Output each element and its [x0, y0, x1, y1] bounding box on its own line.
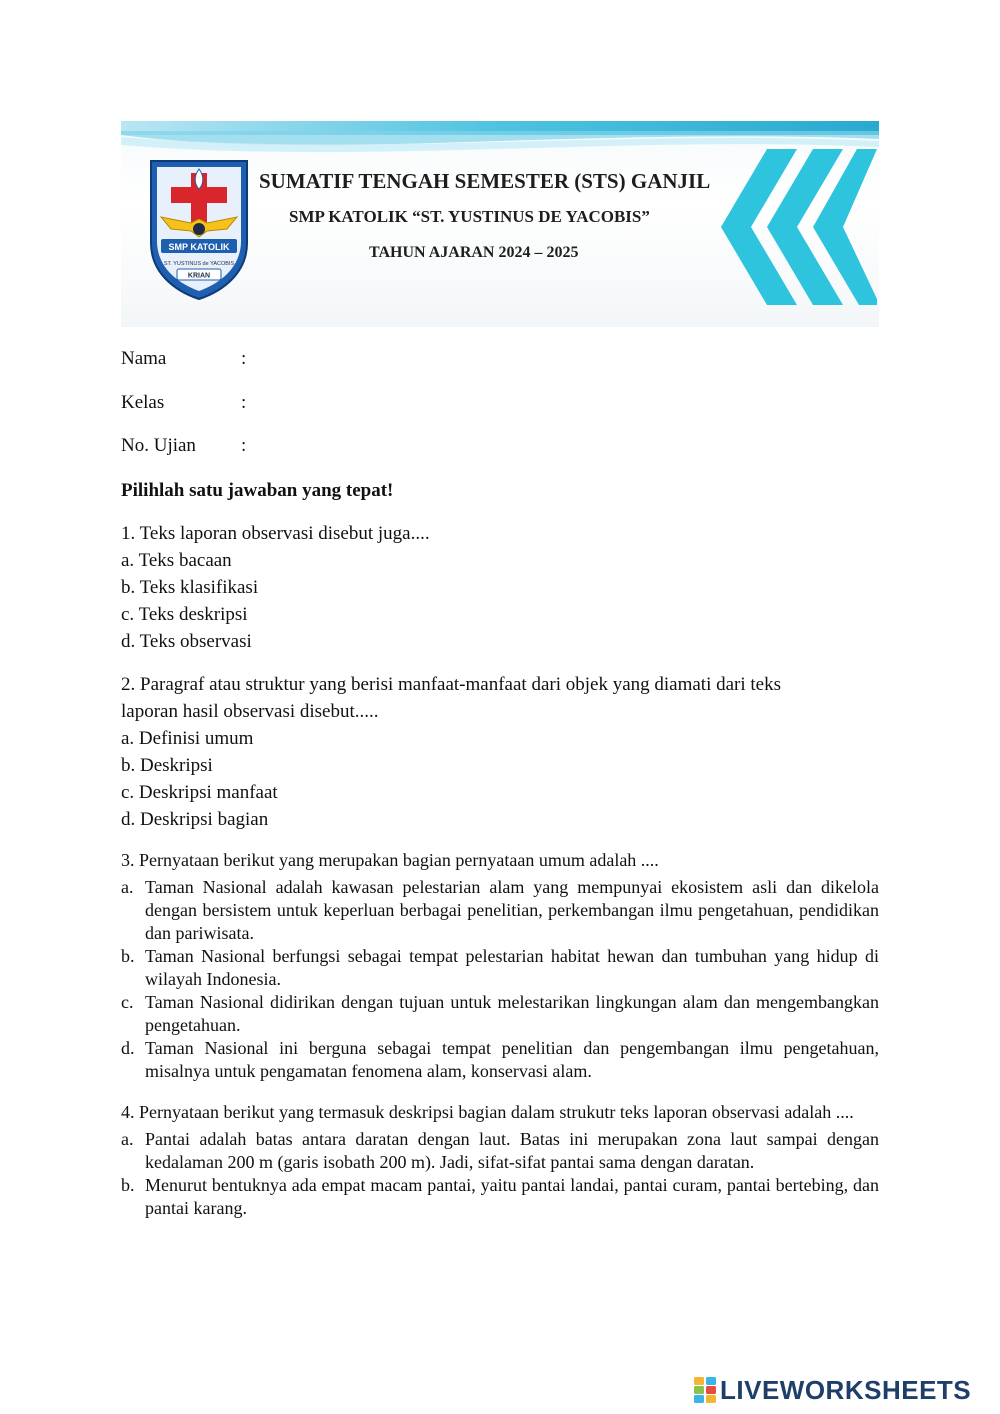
- question-1: [121, 520, 879, 655]
- option-a[interactable]: a. Teks bacaan: [121, 550, 232, 571]
- option-a[interactable]: [121, 876, 879, 945]
- option-text: Taman Nasional didirikan dengan tujuan untuk melestarikan lingkungan alam dan mengembangkan pengetahuan.: [145, 992, 879, 1035]
- field-label: Nama: [121, 348, 167, 369]
- field-separator: :: [241, 392, 247, 413]
- school-name: SMP KATOLIK “ST. YUSTINUS DE YACOBIS”: [289, 207, 650, 226]
- option-letter: b.: [121, 946, 135, 966]
- option-text: Menurut bentuknya ada empat macam pantai, yaitu pantai landai, pantai curam, pantai bertebing, dan pantai karang.: [145, 1175, 879, 1218]
- option-c[interactable]: [121, 991, 879, 1037]
- option-text: Taman Nasional adalah kawasan pelestarian alam yang mempunyai ekosistem asli dan dikelola dengan bersistem untuk keperluan berbagai penelitian, perkembangan ilmu pengetahuan, pendidikan dan pariwisata.: [145, 877, 879, 943]
- question-3: [121, 847, 879, 1083]
- option-c[interactable]: c. Teks deskripsi: [121, 604, 248, 625]
- logo-label-name: ST. YUSTINUS de YACOBIS: [163, 261, 235, 267]
- question-stem: 3. Pernyataan berikut yang merupakan bagian pernyataan umum adalah ....: [121, 850, 659, 870]
- chevron-decoration-icon: [717, 149, 877, 305]
- exam-title: SUMATIF TENGAH SEMESTER (STS) GANJIL: [259, 169, 711, 193]
- option-a[interactable]: [121, 1128, 879, 1174]
- option-d[interactable]: [121, 1037, 879, 1083]
- question-stem: 4. Pernyataan berikut yang termasuk deskripsi bagian dalam strukutr teks laporan observasi adalah ....: [121, 1102, 854, 1122]
- option-letter: c.: [121, 992, 134, 1012]
- field-separator: :: [241, 348, 247, 369]
- field-label: No. Ujian: [121, 435, 196, 456]
- field-no-ujian[interactable]: [121, 435, 246, 457]
- school-logo: [147, 155, 251, 301]
- option-text: Taman Nasional berfungsi sebagai tempat pelestarian habitat hewan dan tumbuhan yang hidup di wilayah Indonesia.: [145, 946, 879, 989]
- option-b[interactable]: [121, 1174, 879, 1220]
- option-letter: a.: [121, 877, 134, 897]
- question-stem: 1. Teks laporan observasi disebut juga....: [121, 523, 430, 544]
- question-4: [121, 1099, 879, 1220]
- option-a[interactable]: a. Definisi umum: [121, 728, 254, 749]
- header-banner: [121, 121, 879, 327]
- option-d[interactable]: d. Deskripsi bagian: [121, 809, 269, 830]
- option-text: Taman Nasional ini berguna sebagai tempat penelitian dan pengembangan ilmu pengetahuan, misalnya untuk pengamatan fenomena alam, konservasi alam.: [145, 1038, 879, 1081]
- option-text: Pantai adalah batas antara daratan dengan laut. Batas ini merupakan zona laut sampai dengan kedalaman 200 m (garis isobath 200 m). Jadi, sifat-sifat pantai sama dengan daratan.: [145, 1129, 879, 1172]
- liveworksheets-mark-icon: [694, 1377, 716, 1403]
- option-c[interactable]: c. Deskripsi manfaat: [121, 782, 278, 803]
- question-2: [121, 671, 879, 833]
- option-d[interactable]: d. Teks observasi: [121, 631, 252, 652]
- logo-label-school: SMP KATOLIK: [168, 242, 230, 252]
- field-separator: :: [241, 435, 247, 456]
- option-letter: b.: [121, 1175, 135, 1195]
- question-stem: 2. Paragraf atau struktur yang berisi manfaat-manfaat dari objek yang diamati dari teks: [121, 674, 781, 695]
- brand-name: LIVEWORKSHEETS: [720, 1374, 972, 1405]
- field-nama[interactable]: [121, 348, 246, 370]
- option-letter: d.: [121, 1038, 135, 1058]
- liveworksheets-logo[interactable]: [694, 1373, 994, 1407]
- option-b[interactable]: [121, 945, 879, 991]
- logo-label-city: KRIAN: [187, 272, 211, 280]
- instruction: Pilihlah satu jawaban yang tepat!: [121, 480, 394, 501]
- option-b[interactable]: b. Deskripsi: [121, 755, 213, 776]
- question-stem-cont: laporan hasil observasi disebut.....: [121, 701, 379, 722]
- field-kelas[interactable]: [121, 392, 246, 414]
- academic-year: TAHUN AJARAN 2024 – 2025: [369, 244, 579, 261]
- option-letter: a.: [121, 1129, 134, 1149]
- field-label: Kelas: [121, 392, 165, 413]
- option-b[interactable]: b. Teks klasifikasi: [121, 577, 259, 598]
